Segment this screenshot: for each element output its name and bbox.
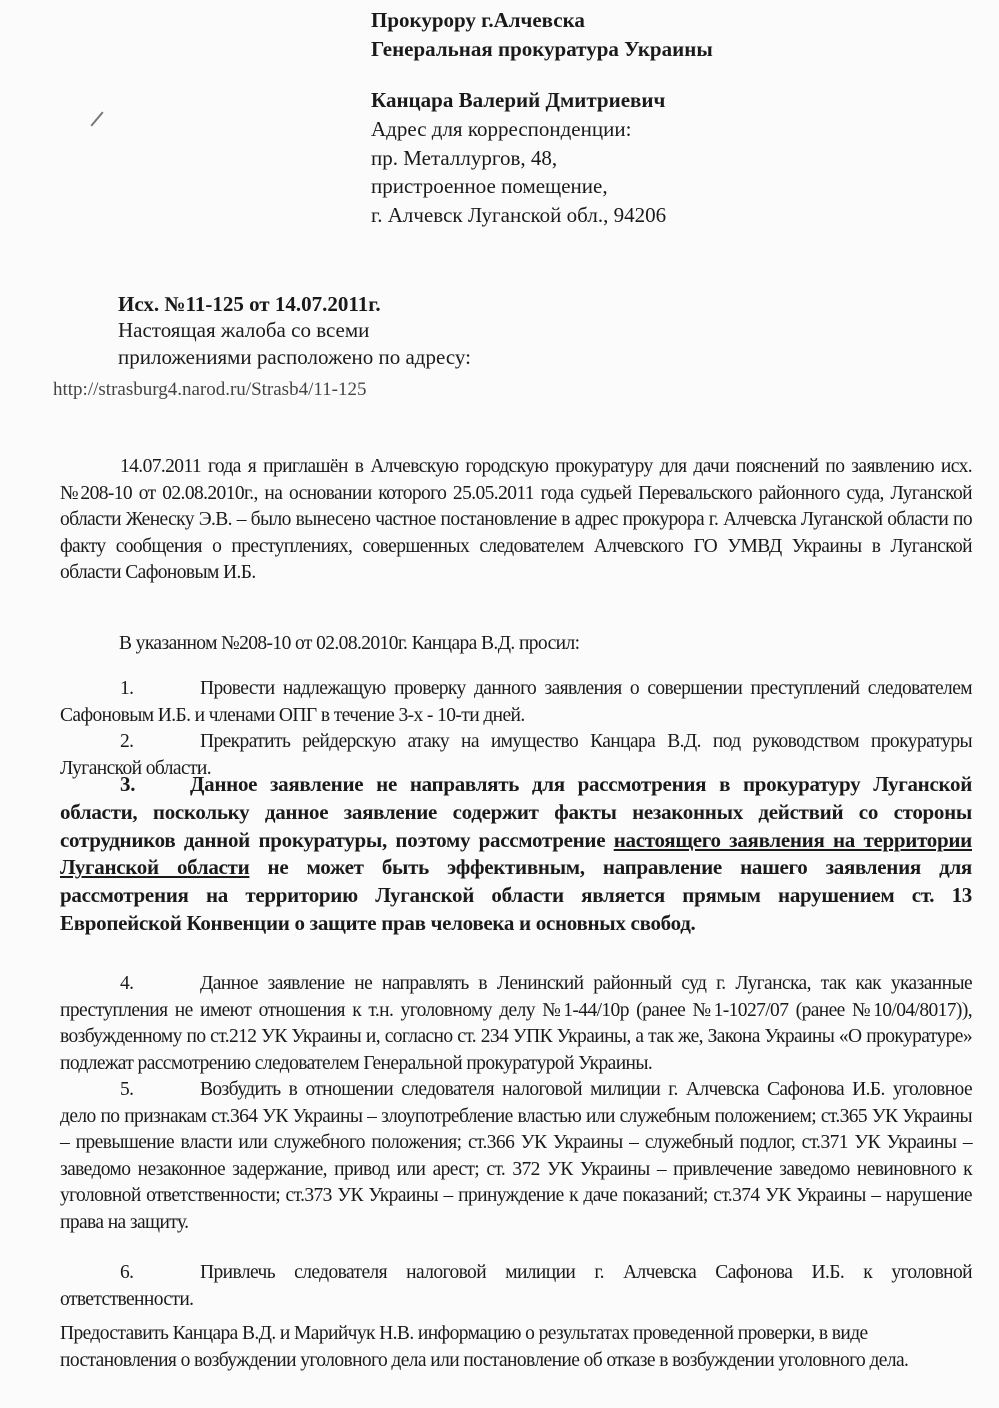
recipient-line-2: Генеральная прокуратура Украины xyxy=(371,37,713,61)
item-text: Привлечь следователя налоговой милиции г. Алчевска Сафонова И.Б. к уголовной ответственности. xyxy=(60,1262,972,1310)
item-text: Прекратить рейдерскую атаку на имущество Канцара В.Д. под руководством прокуратуры Луганской области. xyxy=(60,731,972,779)
list-item xyxy=(60,971,972,1077)
item-number: 4. xyxy=(120,973,134,994)
list-item xyxy=(60,1260,972,1313)
sender-name: Канцара Валерий Дмитриевич xyxy=(371,88,666,112)
item-text: Данное заявление не направлять в Ленинский районный суд г. Луганска, так как указанные преступления не имеют отношения к т.н. уголовному делу №1-44/10р (ранее №1-1027/07 (ранее №10/04/8017)), возбужденному по ст.212 УК Украины и, согласно ст. 234 УПК Украины, а так же, Закона Украины «О прокуратуре» подлежат рассмотрению следователем Генеральной прокуратурой Украины. xyxy=(60,973,972,1074)
request-list-1 xyxy=(60,676,972,782)
address-line-1: пр. Металлургов, 48, xyxy=(371,145,558,170)
address-line-3: г. Алчевск Луганской обл., 94206 xyxy=(371,202,667,227)
item-text: Провести надлежащую проверку данного заявления о совершении преступлений следователем Сафоновым И.Б. и членами ОПГ в течение 3-х - 10-ти дней. xyxy=(60,678,972,726)
outgoing-reference xyxy=(118,291,471,371)
underlined-text: настоящего заявления на территории Луганской области xyxy=(60,827,972,880)
item-number: 1. xyxy=(120,678,134,699)
request-intro: В указанном №208-10 от 02.08.2010г. Канцара В.Д. просил: xyxy=(119,633,580,654)
item-number: 6. xyxy=(120,1262,134,1283)
request-list-2 xyxy=(60,971,972,1236)
request-item-3 xyxy=(60,771,972,938)
item-number: 5. xyxy=(120,1079,134,1100)
recipient-line-1: Прокурору г.Алчевска xyxy=(371,8,585,32)
pen-mark xyxy=(90,111,103,126)
address-label: Адрес для корреспонденции: xyxy=(371,117,632,141)
item-text: не может быть эффективным, направление нашего заявления для рассмотрения на территорию Луганской области является прямым нарушением ст. 13 Европейской Конвенции о защите прав человека и основных свобод. xyxy=(60,855,972,935)
request-list-3 xyxy=(60,1260,972,1313)
document-url[interactable]: http://strasburg4.narod.ru/Strasb4/11-125 xyxy=(53,379,367,400)
address-line-2: пристроенное помещение, xyxy=(371,174,608,198)
note-line-1: Настоящая жалоба со всеми xyxy=(118,318,370,342)
list-item xyxy=(60,771,972,938)
list-item xyxy=(60,1077,972,1236)
letter-header xyxy=(371,6,931,229)
item-number: 2. xyxy=(120,731,134,752)
list-item xyxy=(60,676,972,729)
item-text: Возбудить в отношении следователя налоговой милиции г. Алчевска Сафонова И.Б. уголовное дело по признакам ст.364 УК Украины – злоупотребление властью или служебным положением; ст.365 УК Украины – превышение власти или служебного положения; ст.366 УК Украины – служебный подлог, ст.371 УК Украины – заведомо незаконное задержание, привод или арест; ст. 372 УК Украины – привлечение заведомо невиновного к уголовной ответственности; ст.373 УК Украины – принуждение к даче показаний; ст.374 УК Украины – нарушение права на защиту. xyxy=(60,1079,972,1233)
item-text: Данное заявление не направлять для рассмотрения в прокуратуру Луганской области, поскольку данное заявление содержит факты незаконных действий со стороны сотрудников данной прокуратуры, поэтому рассмотрение xyxy=(60,772,972,852)
intro-paragraph: 14.07.2011 года я приглашён в Алчевскую городскую прокуратуру для дачи пояснений по заявлению исх. №208-10 от 02.08.2010г., на основании которого 25.05.2011 года судьей Перевальского районного суда, Луганской области Женеску Э.В. – было вынесено частное постановление в адрес прокурора г. Алчевска Луганской области по факту сообщения о преступлениях, совершенных следователем Алчевского ГО УМВД Украины в Луганской области Сафоновым И.Б. xyxy=(60,456,972,583)
item-number: 3. xyxy=(120,772,136,796)
outgoing-number: Исх. №11-125 от 14.07.2011г. xyxy=(118,292,381,316)
final-paragraph: Предоставить Канцара В.Д. и Марийчук Н.В. информацию о результатах проведенной проверки, в виде постановления о возбуждении уголовного дела или постановление об отказе в возбуждении уголовного дела. xyxy=(60,1323,909,1371)
note-line-2: приложениями расположено по адресу: xyxy=(118,345,471,369)
